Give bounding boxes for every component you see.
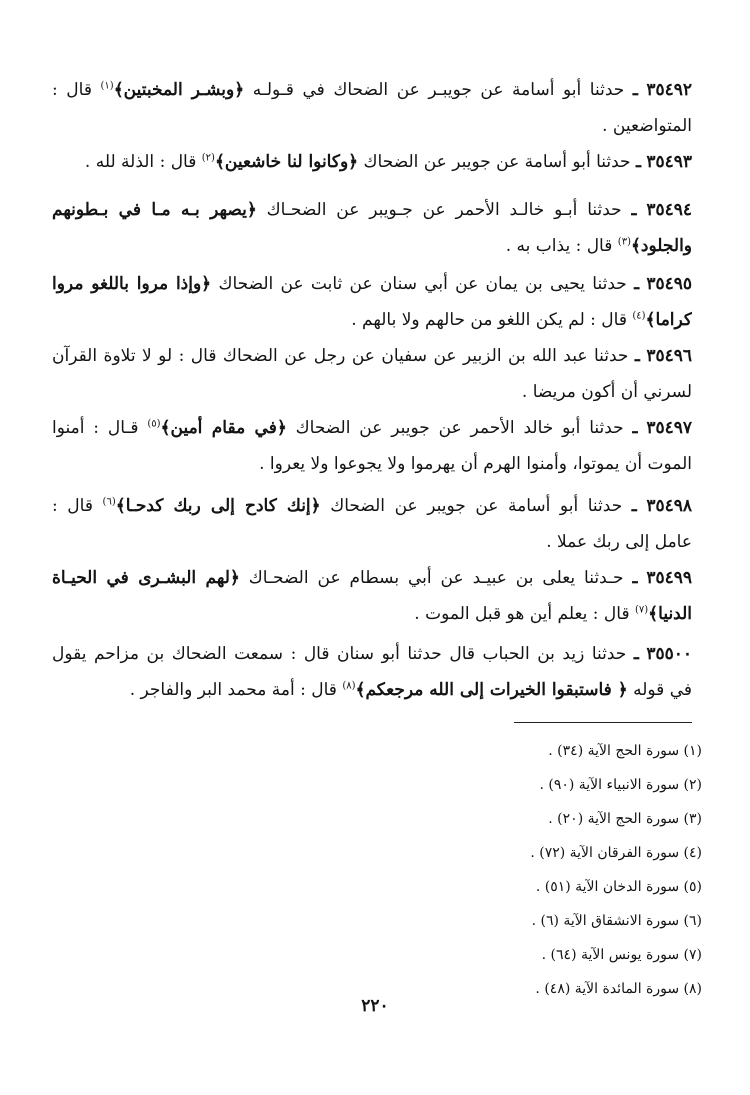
hadith-text: قال : <box>52 80 92 100</box>
hadith-line <box>52 446 692 482</box>
quran-verse: ﴿إنك كادح إلى ربك كدحـا﴾ <box>115 496 321 516</box>
hadith-35500 <box>52 636 692 708</box>
quran-verse: ﴿في مقام أمين﴾ <box>160 418 287 438</box>
hadith-line: ٣٥٤٩٨ ـ حدثنا أبو أسامة عن جويبر عن الضحاك ﴿إنك كادح إلى ربك كدحـا﴾$^{(٦)}$ قال : <box>52 496 692 516</box>
hadith-number: ٣٥٤٩٤ <box>646 200 692 220</box>
quran-verse: كراما﴾ <box>645 310 692 330</box>
hadith-number: ٣٥٤٩٥ <box>646 274 692 294</box>
hadith-text: الموت أن يموتوا، وأمنوا الهرم أن يهرموا ولا يجوعوا ولا يعروا . <box>259 454 692 474</box>
hadith-35499 <box>52 560 692 632</box>
quran-verse: ﴿يصهر بـه مـا في بـطونهم <box>52 200 257 220</box>
footnote-ref: (١) <box>100 80 114 92</box>
hadith-text: حدثنا يحيى بن يمان عن أبي سنان عن ثابت عن الضحاك <box>218 274 627 294</box>
footnote: (٣) سورة الحج الآية (٢٠) . <box>548 811 702 827</box>
hadith-text: حدثنا عبد الله بن الزبير عن سفيان عن رجل عن الضحاك قال : لو لا تلاوة القرآن <box>52 346 629 366</box>
footnote-ref: (٢) <box>201 152 215 164</box>
footnote-ref: (٥) <box>147 418 161 430</box>
hadith-number: ٣٥٤٩٣ <box>646 152 692 172</box>
hadith-line <box>52 302 692 338</box>
hadith-text: حدثنا أبو أسامة عن جويبر عن الضحاك <box>330 496 623 516</box>
hadith-number: ٣٥٤٩٢ <box>646 80 692 100</box>
footnote: (٤) سورة الفرقان الآية (٧٢) . <box>530 845 702 861</box>
hadith-line: ٣٥٤٩٧ ـ حدثنا أبو خالد الأحمر عن جويبر عن الضحاك ﴿في مقام أمين﴾$^{(٥)}$ قـال : أمنوا <box>52 418 692 438</box>
hadith-35497 <box>52 410 692 482</box>
page-number: ٢٢٠ <box>361 996 389 1016</box>
hadith-number: ٣٥٤٩٦ <box>646 346 692 366</box>
hadith-line: ٣٥٤٩٩ ـ حـدثنا يعلى بن عبيـد عن أبي بسطام عن الضحـاك ﴿لهم البشـرى في الحيـاة <box>52 568 692 588</box>
hadith-text: حـدثنا يعلى بن عبيـد عن أبي بسطام عن الضحـاك <box>248 568 624 588</box>
hadith-35492 <box>52 72 692 144</box>
footnote: (٢) سورة الانبياء الآية (٩٠) . <box>539 777 702 793</box>
quran-verse: ﴿وبشـر المخبتين﴾ <box>113 80 245 100</box>
hadith-text: قـال : أمنوا <box>52 418 139 438</box>
hadith-text: قال : <box>52 496 93 516</box>
hadith-35495 <box>52 266 692 338</box>
hadith-line: ٣٥٤٩٤ ـ حدثنا أبـو خالـد الأحمر عن جـويبر عن الضحـاك ﴿يصهر بـه مـا في بـطونهم <box>52 200 692 220</box>
hadith-text: لسرني أن أكون مريضا . <box>521 382 692 402</box>
hadith-35496 <box>52 338 692 410</box>
hadith-number: ٣٥٤٩٩ <box>646 568 692 588</box>
hadith-35498 <box>52 488 692 560</box>
hadith-text: قال : الذلة لله . <box>84 152 197 172</box>
footnote-ref: (٨) <box>342 680 356 692</box>
footnote: (٧) سورة يونس الآية (٦٤) . <box>541 947 702 963</box>
footnote-ref: (٧) <box>634 604 649 616</box>
hadith-text: في قوله <box>633 680 692 700</box>
quran-verse: ﴿ فاستبقوا الخيرات إلى الله مرجعكم﴾ <box>355 680 628 700</box>
hadith-text: المتواضعين . <box>602 116 692 136</box>
quran-verse: الدنيا﴾ <box>648 604 692 624</box>
hadith-line: ٣٥٤٩٦ ـ حدثنا عبد الله بن الزبير عن سفيان عن رجل عن الضحاك قال : لو لا تلاوة القرآن <box>52 346 692 366</box>
hadith-text: حدثنا أبـو خالـد الأحمر عن جـويبر عن الضحـاك <box>266 200 622 220</box>
hadith-number: ٣٥٤٩٧ <box>646 418 692 438</box>
quran-verse: ﴿لهم البشـرى في الحيـاة <box>52 568 240 588</box>
footnote-ref: (٤) <box>632 310 646 322</box>
hadith-number: ٣٥٤٩٨ <box>646 496 692 516</box>
footnote: (١) سورة الحج الآية (٣٤) . <box>548 743 702 759</box>
hadith-line <box>52 228 692 264</box>
quran-verse: ﴿وكانوا لنا خاشعين﴾ <box>214 152 359 172</box>
hadith-line <box>52 596 692 632</box>
hadith-line: ٣٥٤٩٥ ـ حدثنا يحيى بن يمان عن أبي سنان عن ثابت عن الضحاك ﴿وإذا مروا باللغو مروا <box>52 274 692 294</box>
hadith-text: حدثنا أبو أسامة عن جويبر عن الضحاك <box>363 152 631 172</box>
hadith-line <box>52 672 692 708</box>
hadith-line: ٣٥٥٠٠ ـ حدثنا زيد بن الحباب قال حدثنا أبو سنان قال : سمعت الضحاك بن مزاحم يقول <box>52 644 692 664</box>
hadith-text: قال : يذاب به . <box>505 236 613 256</box>
hadith-text: قال : أمة محمد البر والفاجر . <box>129 680 337 700</box>
hadith-line <box>52 108 692 144</box>
hadith-number: ٣٥٥٠٠ <box>646 644 692 664</box>
footnote: (٦) سورة الانشقاق الآية (٦) . <box>531 913 702 929</box>
hadith-line <box>52 374 692 410</box>
hadith-text: عامل إلى ربك عملا . <box>546 532 692 552</box>
hadith-line <box>52 524 692 560</box>
hadith-line: ٣٥٤٩٢ ـ حدثنا أبو أسامة عن جويبـر عن الضحاك في قـولـه ﴿وبشـر المخبتين﴾$^{(١)}$ قال : <box>52 80 692 100</box>
hadith-35493 <box>52 144 692 180</box>
hadith-text: قال : لم يكن اللغو من حالهم ولا بالهم . <box>351 310 627 330</box>
footnote: (٥) سورة الدخان الآية (٥١) . <box>535 879 702 895</box>
footnote-ref: (٦) <box>102 496 116 508</box>
quran-verse: ﴿وإذا مروا باللغو مروا <box>52 274 212 294</box>
hadith-line: ٣٥٤٩٣ ـ حدثنا أبو أسامة عن جويبر عن الضحاك ﴿وكانوا لنا خاشعين﴾$^{(٢)}$ قال : الذلة لله . <box>84 152 692 172</box>
hadith-35494 <box>52 192 692 264</box>
footnote: (٨) سورة المائدة الآية (٤٨) . <box>535 981 702 997</box>
footnote-ref: (٣) <box>617 236 631 248</box>
quran-verse: والجلود﴾ <box>630 236 692 256</box>
hadith-text: قال : يعلم أين هو قبل الموت . <box>414 604 630 624</box>
hadith-text: حدثنا أبو خالد الأحمر عن جويبر عن الضحاك <box>295 418 624 438</box>
footnote-separator <box>514 722 692 723</box>
hadith-text: حدثنا أبو أسامة عن جويبـر عن الضحاك في قـولـه <box>252 80 625 100</box>
hadith-text: حدثنا زيد بن الحباب قال حدثنا أبو سنان قال : سمعت الضحاك بن مزاحم يقول <box>52 644 627 664</box>
footnotes <box>302 734 702 1006</box>
